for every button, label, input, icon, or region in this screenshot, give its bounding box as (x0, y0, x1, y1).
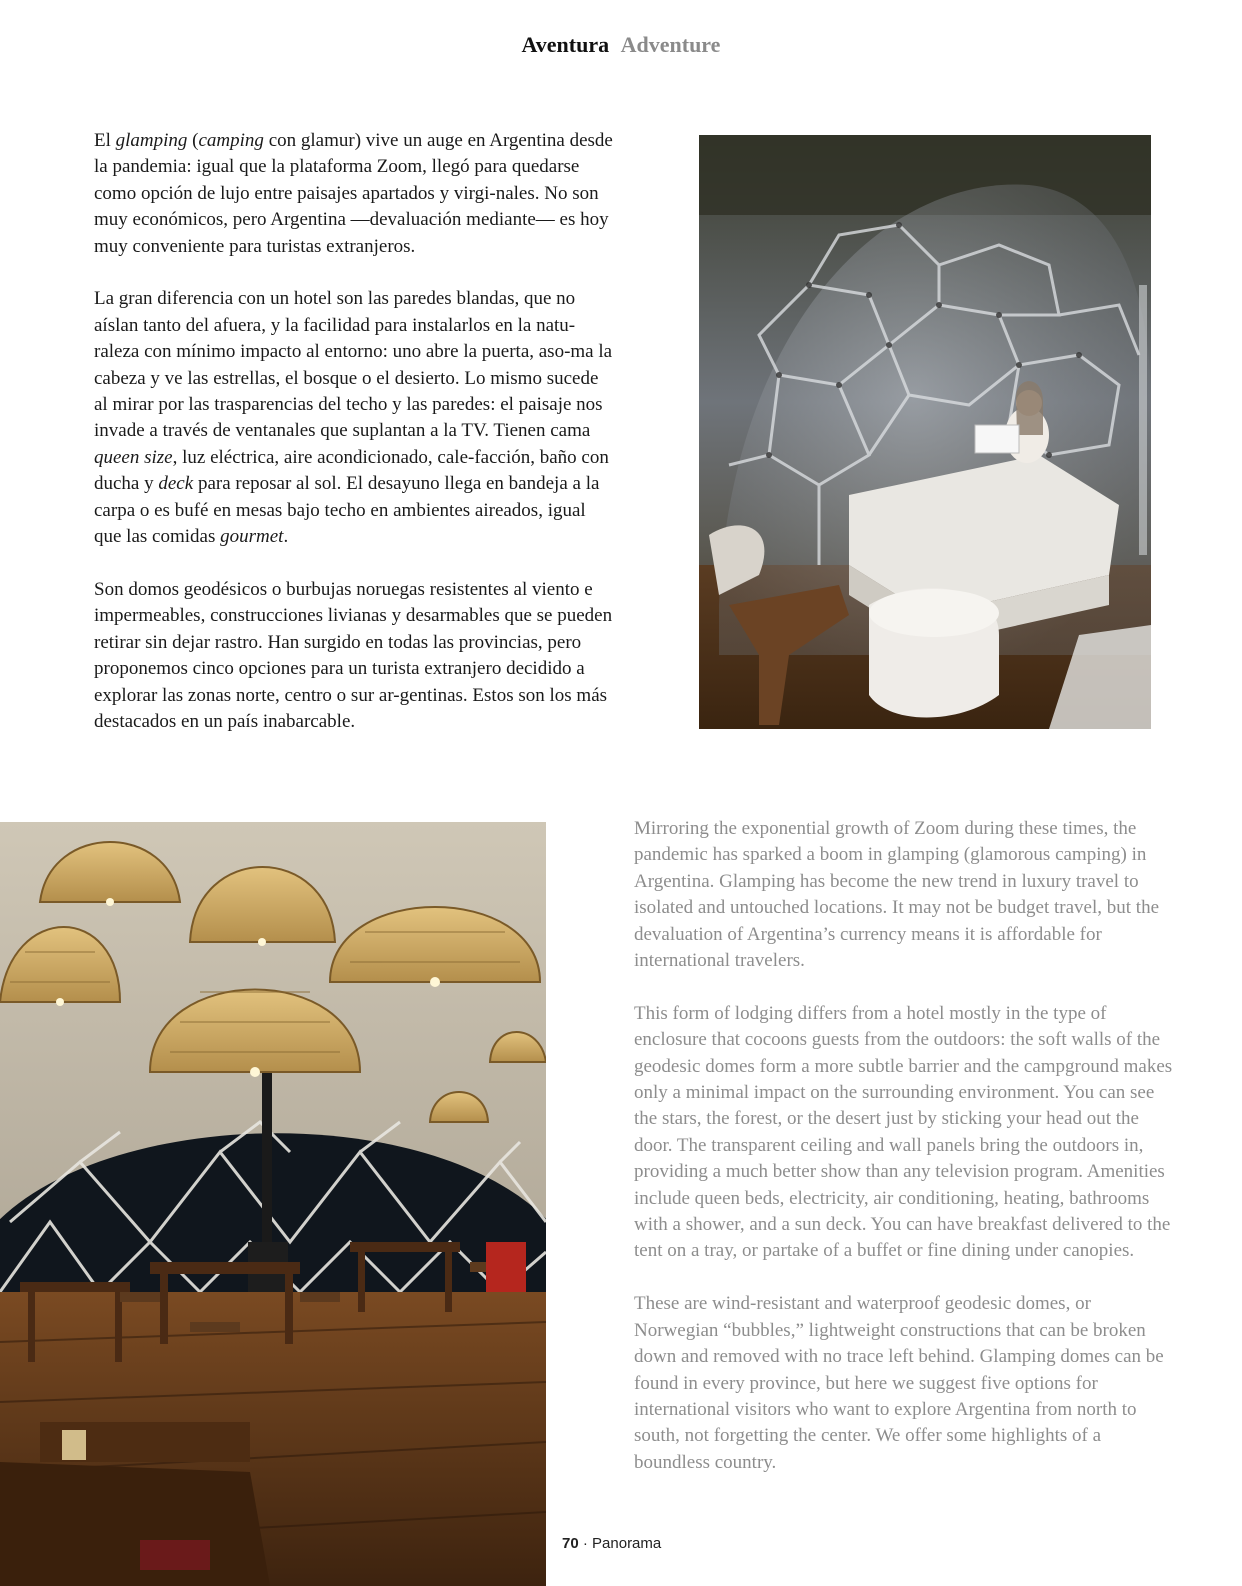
dome-restaurant-photo (0, 822, 546, 1586)
magazine-name: Panorama (592, 1535, 662, 1552)
page-header (0, 30, 1242, 60)
spanish-paragraph-3: Son domos geodésicos o burbujas noruegas resistentes al viento e impermeables, construcciones livianas y desarmables que se pueden retirar sin dejar rastro. Han surgido en todas las provincias, pero proponemos cinco opciones para un turista extranjero decidido a explorar las zonas norte, centro o sur ar-gentinas. Estos son los más destacados en un país inabarcable. (94, 578, 613, 732)
footer-separator: · (582, 1535, 588, 1552)
english-article-column (634, 816, 1174, 1503)
page-footer (562, 1532, 661, 1556)
page-number: 70 (562, 1535, 579, 1552)
italic-term: gourmet (220, 526, 284, 548)
spanish-article-column (94, 128, 614, 762)
section-title-spanish: Aventura (521, 32, 610, 57)
italic-term: glamping (115, 130, 188, 151)
italic-term: camping (198, 130, 264, 151)
spanish-paragraph-1: El glamping (camping con glamur) vive un auge en Argentina desde la pandemia: igual que la plataforma Zoom, llegó para quedarse como opción de lujo entre paisajes apartados y virgi-nales. No son muy económicos, pero Argentina —devaluación mediante— es hoy muy conveniente para turistas extranjeros. (94, 130, 613, 257)
english-paragraph-3: These are wind-resistant and waterproof geodesic domes, or Norwegian “bubbles,” lightweight constructions that can be broken down and removed with no trace left behind. Glamping domes can be found in every province, but here we suggest five options for international visitors who want to explore Argentina from north to south, not forgetting the center. We offer some highlights of a boundless country. (634, 1293, 1164, 1473)
section-title-english: Adventure (620, 32, 721, 57)
italic-term: queen size (94, 446, 173, 468)
english-paragraph-1: Mirroring the exponential growth of Zoom during these times, the pandemic has sparked a boom in glamping (glamorous camping) in Argentina. Glamping has become the new trend in luxury travel to isolated and untouched locations. It may not be budget travel, but the devaluation of Argentina’s currency means it is affordable for international travelers. (634, 818, 1160, 972)
glamping-dome-photo (699, 135, 1151, 729)
italic-term: deck (158, 473, 194, 495)
english-paragraph-2: This form of lodging differs from a hotel mostly in the type of enclosure that cocoons guests from the outdoors: the soft walls of the geodesic domes form a more subtle barrier and the campground makes only a minimal impact on the surrounding environment. You can see the stars, the forest, or the desert just by sticking your head out the door. The transparent ceiling and wall panels bring the outdoors in, providing a much better show than any television program. Amenities include queen beds, electricity, air conditioning, heating, bathrooms with a shower, and a sun deck. You can have breakfast delivered to the tent on a tray, or partake of a buffet or fine dining under canopies. (634, 1002, 1173, 1262)
spanish-paragraph-2: La gran diferencia con un hotel son las paredes blandas, que no aíslan tanto del afuera, y la facilidad para instalarlos en la natu-raleza con mínimo impacto al entorno: uno abre la puerta, aso-ma la cabeza y ve las estrellas, el bosque o el desierto. Lo mismo sucede al mirar por las trasparencias del techo y las paredes: el paisaje nos invade a través de ventanales que suplantan a la TV. Tienen cama queen size, luz eléctrica, aire acondicionado, cale-facción, baño con ducha y deck para reposar al sol. El desayuno llega en bandeja a la carpa o es bufé en mesas bajo techo en ambientes aireados, igual que las comidas gourmet. (94, 288, 613, 548)
